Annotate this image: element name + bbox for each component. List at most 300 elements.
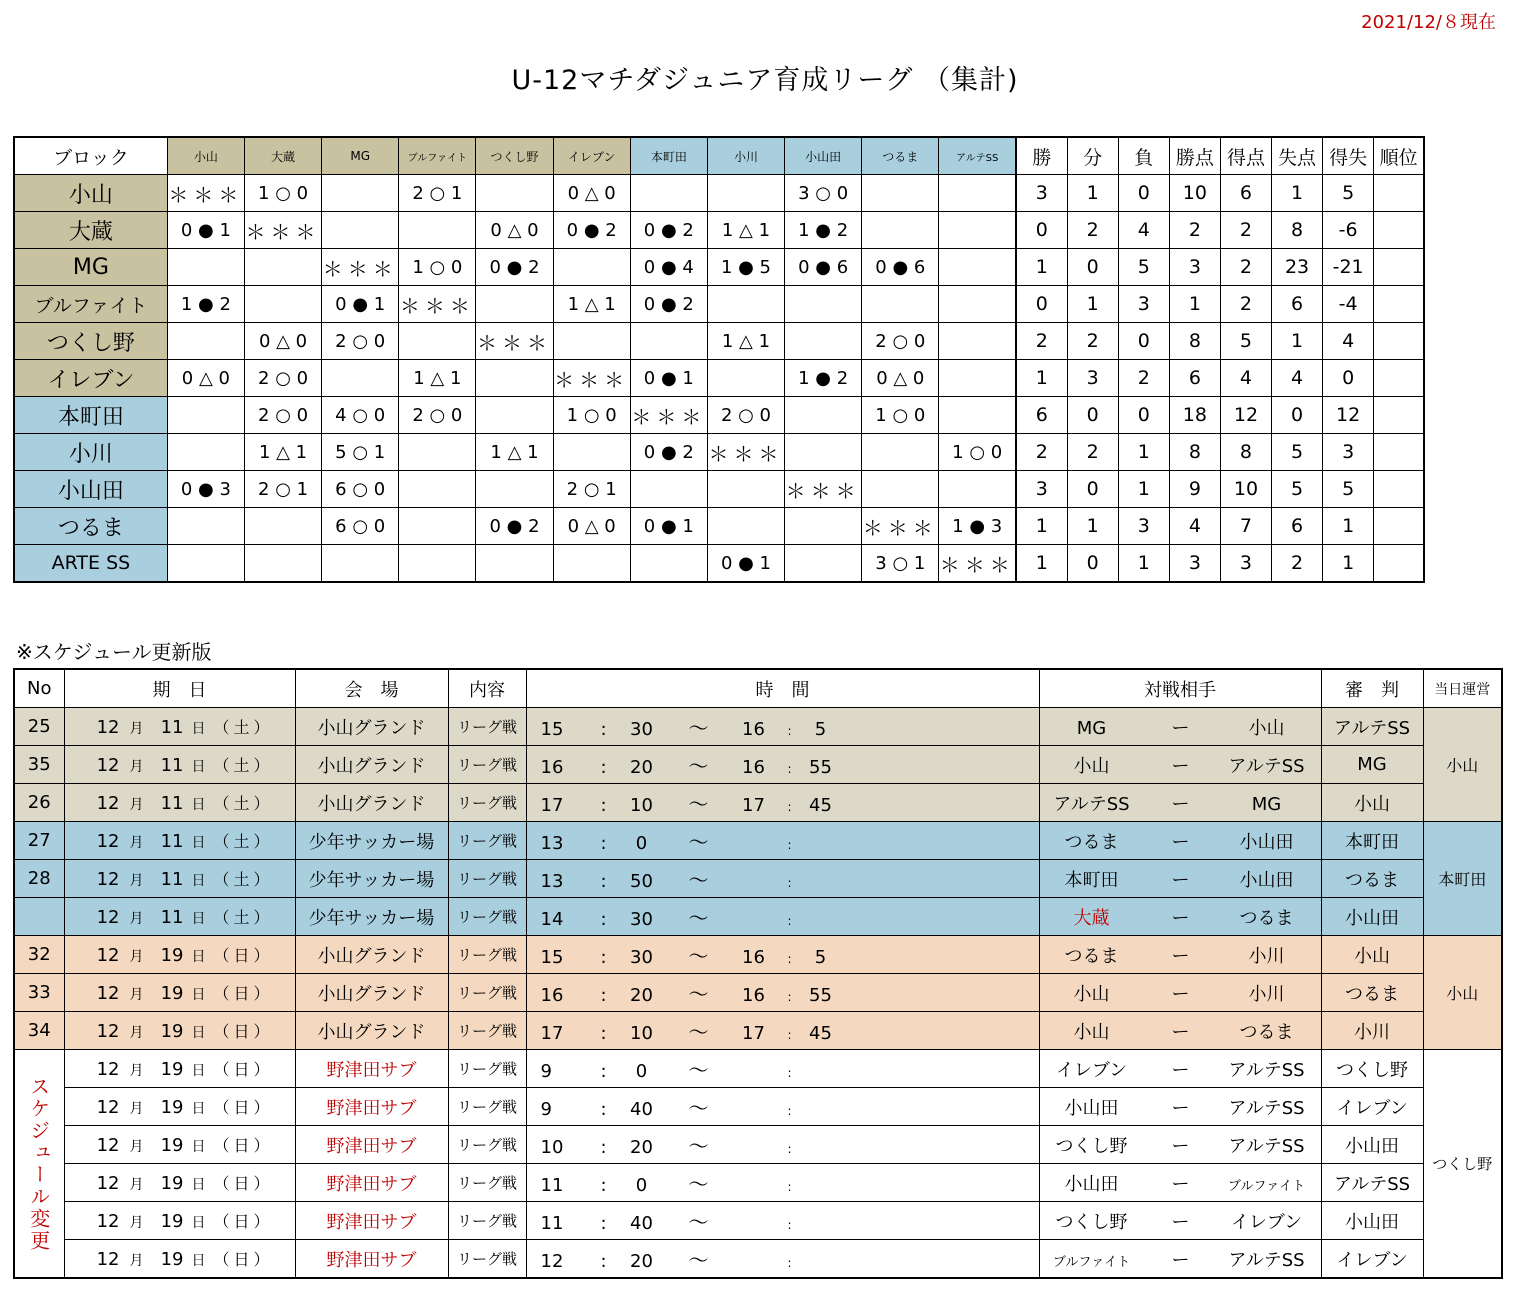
day-unit: 日 (191, 1139, 206, 1155)
match-result-cell (167, 434, 244, 471)
opponents-cell (1039, 898, 1321, 936)
day-unit: 日 (191, 797, 206, 813)
day-unit: 日 (191, 949, 206, 965)
header-referee: 審 判 (1321, 669, 1423, 708)
stat-cell: 8 (1220, 434, 1271, 471)
schedule-row (14, 1202, 1502, 1240)
weekday: （日） (213, 1022, 274, 1041)
standings-row (14, 175, 1424, 212)
time-colon: : (600, 909, 607, 930)
match-result-cell: 1 △ 1 (399, 360, 476, 397)
venue-cell: 野津田サブ (295, 1126, 448, 1164)
match-result-cell: 0 ● 1 (707, 545, 784, 583)
day: 19 (160, 1021, 184, 1042)
stat-cell: 3 (1169, 249, 1220, 286)
time-cell (526, 860, 1039, 898)
match-result-cell (399, 323, 476, 360)
day-unit: 日 (191, 1101, 206, 1117)
time-colon: : (787, 1218, 792, 1232)
match-result-cell: 6 ○ 0 (322, 471, 399, 508)
venue-cell: 野津田サブ (295, 1240, 448, 1279)
day: 19 (160, 1249, 184, 1270)
standings-row (14, 545, 1424, 583)
content-cell: リーグ戦 (448, 898, 526, 936)
match-result-cell (785, 508, 862, 545)
stat-cell: 0 (1323, 360, 1374, 397)
content-cell: リーグ戦 (448, 708, 526, 746)
match-result-cell: 1 ● 5 (707, 249, 784, 286)
match-result-cell: 1 ○ 0 (862, 397, 939, 434)
content-cell: リーグ戦 (448, 822, 526, 860)
standings-table (13, 136, 1425, 583)
weekday: （日） (213, 1174, 274, 1193)
day-unit: 日 (191, 1253, 206, 1269)
match-result-cell: 0 ● 6 (862, 249, 939, 286)
match-result-cell (939, 323, 1016, 360)
end-minute: 45 (809, 1023, 832, 1044)
match-result-cell: 2 ○ 1 (399, 175, 476, 212)
start-hour: 12 (540, 1251, 564, 1272)
match-result-cell (939, 286, 1016, 323)
stat-cell: 4 (1118, 212, 1169, 249)
match-result-cell: 1 △ 1 (244, 434, 321, 471)
row-team-name: 小山 (14, 175, 167, 212)
self-match-cell: ＊＊＊ (707, 434, 784, 471)
match-result-cell: 0 △ 0 (244, 323, 321, 360)
standings-corner: ブロック (14, 137, 167, 175)
stat-cell: 5 (1272, 434, 1323, 471)
time-cell (526, 784, 1039, 822)
match-result-cell: 0 △ 0 (167, 360, 244, 397)
start-hour: 13 (540, 833, 564, 854)
row-team-name: ブルファイト (14, 286, 167, 323)
date-cell (64, 936, 295, 974)
column-header-stat: 順位 (1374, 137, 1424, 175)
stat-cell: 12 (1220, 397, 1271, 434)
stat-cell: 18 (1169, 397, 1220, 434)
venue-cell: 少年サッカー場 (295, 822, 448, 860)
stat-cell: 2 (1016, 323, 1067, 360)
row-team-name: 大蔵 (14, 212, 167, 249)
content-cell: リーグ戦 (448, 860, 526, 898)
stat-cell: 1 (1323, 508, 1374, 545)
month: 12 (96, 831, 120, 852)
time-colon: : (600, 1099, 607, 1120)
month: 12 (96, 1059, 120, 1080)
stat-cell: 0 (1118, 175, 1169, 212)
content-cell: リーグ戦 (448, 936, 526, 974)
header-time: 時 間 (526, 669, 1039, 708)
start-minute: 20 (630, 757, 653, 778)
stat-cell: 3 (1220, 545, 1271, 583)
versus-dash: ー (1171, 831, 1190, 853)
content-cell: リーグ戦 (448, 1088, 526, 1126)
start-hour: 17 (540, 795, 564, 816)
versus-dash: ー (1171, 983, 1190, 1005)
column-header-team: 小山 (167, 137, 244, 175)
time-wave: 〜 (688, 906, 709, 930)
time-wave: 〜 (688, 1172, 709, 1196)
match-result-cell: 3 ○ 1 (862, 545, 939, 583)
stat-cell: 5 (1220, 323, 1271, 360)
stat-cell: 3 (1016, 471, 1067, 508)
month: 12 (96, 1135, 120, 1156)
column-header-stat: 得点 (1220, 137, 1271, 175)
content-cell: リーグ戦 (448, 1126, 526, 1164)
date-cell (64, 898, 295, 936)
day: 19 (160, 1097, 184, 1118)
team-b: 小川 (1248, 983, 1285, 1005)
month: 12 (96, 1097, 120, 1118)
column-header-team: イレブン (553, 137, 630, 175)
stat-cell: 7 (1220, 508, 1271, 545)
month: 12 (96, 1173, 120, 1194)
stat-cell: 0 (1067, 249, 1118, 286)
header-venue: 会 場 (295, 669, 448, 708)
opponents-cell (1039, 1050, 1321, 1088)
start-hour: 13 (540, 871, 564, 892)
stat-cell (1374, 434, 1424, 471)
row-team-name: つくし野 (14, 323, 167, 360)
date-cell (64, 1012, 295, 1050)
match-result-cell: 6 ○ 0 (322, 508, 399, 545)
stat-cell: 8 (1272, 212, 1323, 249)
match-result-cell (785, 323, 862, 360)
standings-row (14, 286, 1424, 323)
month-unit: 月 (129, 1101, 144, 1117)
opponents-cell (1039, 708, 1321, 746)
column-header-team: アルテSS (939, 137, 1016, 175)
end-minute: 5 (814, 947, 827, 968)
header-operator: 当日運営 (1423, 669, 1502, 708)
column-header-stat: 分 (1067, 137, 1118, 175)
time-colon: : (787, 1180, 792, 1194)
date-cell (64, 1164, 295, 1202)
team-b: MG (1251, 793, 1282, 815)
stat-cell: 2 (1067, 323, 1118, 360)
stat-cell: 1 (1272, 323, 1323, 360)
versus-dash: ー (1171, 793, 1190, 815)
team-a: つくし野 (1055, 1135, 1128, 1157)
opponents-cell (1039, 1202, 1321, 1240)
schedule-row (14, 784, 1502, 822)
match-result-cell: 0 ● 3 (167, 471, 244, 508)
match-result-cell (244, 508, 321, 545)
match-result-cell (630, 323, 707, 360)
match-result-cell (785, 286, 862, 323)
team-b: アルテSS (1228, 1135, 1305, 1157)
start-minute: 10 (630, 1023, 653, 1044)
schedule-row (14, 1126, 1502, 1164)
stat-cell: 5 (1323, 471, 1374, 508)
day-unit: 日 (191, 759, 206, 775)
match-result-cell: 3 ○ 0 (785, 175, 862, 212)
time-colon: : (600, 1137, 607, 1158)
team-a: イレブン (1055, 1059, 1128, 1081)
column-header-team: つるま (862, 137, 939, 175)
start-hour: 11 (540, 1213, 564, 1234)
start-minute: 20 (630, 1137, 653, 1158)
match-result-cell: 0 ● 1 (167, 212, 244, 249)
month-unit: 月 (129, 1215, 144, 1231)
referee-cell: つるま (1321, 860, 1423, 898)
match-result-cell: 0 ● 2 (553, 212, 630, 249)
start-hour: 16 (540, 985, 564, 1006)
month: 12 (96, 1021, 120, 1042)
day-unit: 日 (191, 873, 206, 889)
team-b: ブルファイト (1227, 1178, 1306, 1194)
weekday: （日） (213, 1060, 274, 1079)
team-a: 小山 (1073, 983, 1110, 1005)
month-unit: 月 (129, 1253, 144, 1269)
stat-cell: 1 (1016, 249, 1067, 286)
row-number: 25 (14, 708, 64, 746)
team-a: 小山田 (1064, 1173, 1119, 1195)
match-result-cell: 1 ○ 0 (244, 175, 321, 212)
stat-cell: 1 (1067, 175, 1118, 212)
versus-dash: ー (1171, 1097, 1190, 1119)
content-cell: リーグ戦 (448, 746, 526, 784)
match-result-cell (939, 397, 1016, 434)
stat-cell: 6 (1272, 508, 1323, 545)
self-match-cell: ＊＊＊ (244, 212, 321, 249)
time-colon: : (787, 876, 792, 890)
versus-dash: ー (1171, 945, 1190, 967)
stat-cell: 0 (1118, 397, 1169, 434)
match-result-cell: 0 ● 1 (630, 508, 707, 545)
match-result-cell: 0 △ 0 (553, 508, 630, 545)
weekday: （日） (213, 1098, 274, 1117)
day: 11 (160, 793, 184, 814)
column-header-team: 小川 (707, 137, 784, 175)
match-result-cell (476, 471, 553, 508)
stat-cell (1374, 397, 1424, 434)
venue-cell: 小山グランド (295, 708, 448, 746)
stat-cell (1374, 212, 1424, 249)
row-number: 26 (14, 784, 64, 822)
stat-cell: 1 (1016, 360, 1067, 397)
time-wave: 〜 (688, 1134, 709, 1158)
team-a: 大蔵 (1073, 907, 1110, 929)
stat-cell: 2 (1118, 360, 1169, 397)
end-minute: 5 (814, 719, 827, 740)
day-unit: 日 (191, 987, 206, 1003)
versus-dash: ー (1171, 1249, 1190, 1271)
weekday: （土） (213, 832, 274, 851)
stat-cell: 9 (1169, 471, 1220, 508)
stat-cell (1374, 249, 1424, 286)
match-result-cell (476, 175, 553, 212)
versus-dash: ー (1171, 717, 1190, 739)
day: 19 (160, 945, 184, 966)
month-unit: 月 (129, 873, 144, 889)
time-wave: 〜 (688, 716, 709, 740)
match-result-cell (399, 434, 476, 471)
team-a: MG (1076, 717, 1107, 739)
match-result-cell (244, 249, 321, 286)
match-result-cell (322, 175, 399, 212)
team-a: 小山 (1073, 1021, 1110, 1043)
stat-cell (1374, 471, 1424, 508)
start-hour: 11 (540, 1175, 564, 1196)
stat-cell: 5 (1323, 175, 1374, 212)
row-team-name: 本町田 (14, 397, 167, 434)
team-b: 小山田 (1239, 869, 1294, 891)
date-cell (64, 860, 295, 898)
time-cell (526, 1050, 1039, 1088)
weekday: （土） (213, 756, 274, 775)
stat-cell: 4 (1169, 508, 1220, 545)
as-of-date: 2021/12/８現在 (1361, 12, 1496, 33)
stat-cell: 5 (1118, 249, 1169, 286)
time-cell (526, 974, 1039, 1012)
time-cell (526, 1126, 1039, 1164)
row-number (14, 898, 64, 936)
end-minute: 45 (809, 795, 832, 816)
time-wave: 〜 (688, 1210, 709, 1234)
day: 19 (160, 1211, 184, 1232)
month: 12 (96, 983, 120, 1004)
match-result-cell (862, 212, 939, 249)
match-result-cell: 2 ○ 0 (399, 397, 476, 434)
schedule-change-label-cell (14, 1050, 64, 1279)
match-result-cell (939, 360, 1016, 397)
column-header-team: ブルファイト (399, 137, 476, 175)
opponents-cell (1039, 784, 1321, 822)
team-b: 小川 (1248, 945, 1285, 967)
venue-cell: 小山グランド (295, 746, 448, 784)
self-match-cell: ＊＊＊ (476, 323, 553, 360)
stat-cell: 8 (1169, 323, 1220, 360)
referee-cell: つるま (1321, 974, 1423, 1012)
time-wave: 〜 (688, 868, 709, 892)
start-hour: 15 (540, 719, 564, 740)
self-match-cell: ＊＊＊ (939, 545, 1016, 583)
time-wave: 〜 (688, 1096, 709, 1120)
month-unit: 月 (129, 1025, 144, 1041)
match-result-cell: 0 ● 1 (322, 286, 399, 323)
match-result-cell (707, 360, 784, 397)
time-wave: 〜 (688, 944, 709, 968)
weekday: （土） (213, 870, 274, 889)
schedule-row (14, 1012, 1502, 1050)
time-colon: : (600, 795, 607, 816)
start-minute: 0 (635, 1061, 648, 1082)
column-header-stat: 得失 (1323, 137, 1374, 175)
schedule-row (14, 1164, 1502, 1202)
team-a: 本町田 (1064, 869, 1119, 891)
row-number: 32 (14, 936, 64, 974)
match-result-cell: 0 ● 2 (630, 212, 707, 249)
date-cell (64, 1126, 295, 1164)
opponents-cell (1039, 746, 1321, 784)
match-result-cell: 0 △ 0 (862, 360, 939, 397)
time-cell (526, 1012, 1039, 1050)
stat-cell: 1 (1067, 286, 1118, 323)
match-result-cell: 2 ○ 0 (244, 397, 321, 434)
schedule-row (14, 898, 1502, 936)
day-unit: 日 (191, 835, 206, 851)
end-hour: 16 (742, 719, 765, 740)
day: 11 (160, 907, 184, 928)
stat-cell: 1 (1272, 175, 1323, 212)
end-hour: 17 (742, 1023, 765, 1044)
stat-cell: 4 (1272, 360, 1323, 397)
content-cell: リーグ戦 (448, 1240, 526, 1279)
time-wave: 〜 (688, 830, 709, 854)
match-result-cell (476, 397, 553, 434)
stat-cell: 12 (1323, 397, 1374, 434)
standings-row (14, 508, 1424, 545)
weekday: （日） (213, 1250, 274, 1269)
schedule-row (14, 822, 1502, 860)
stat-cell: 10 (1169, 175, 1220, 212)
row-team-name: 小川 (14, 434, 167, 471)
stat-cell: 0 (1067, 471, 1118, 508)
schedule-row (14, 708, 1502, 746)
stat-cell: 2 (1272, 545, 1323, 583)
start-minute: 40 (630, 1099, 653, 1120)
end-minute: 55 (809, 757, 832, 778)
month: 12 (96, 717, 120, 738)
match-result-cell: 0 ● 4 (630, 249, 707, 286)
match-result-cell (167, 397, 244, 434)
month-unit: 月 (129, 1177, 144, 1193)
match-result-cell: 0 ● 2 (476, 249, 553, 286)
row-number: 27 (14, 822, 64, 860)
row-team-name: MG (14, 249, 167, 286)
stat-cell: 2 (1067, 212, 1118, 249)
stat-cell: 1 (1016, 508, 1067, 545)
time-wave: 〜 (688, 754, 709, 778)
weekday: （日） (213, 1212, 274, 1231)
time-cell (526, 1164, 1039, 1202)
match-result-cell (476, 286, 553, 323)
stat-cell: 0 (1016, 212, 1067, 249)
versus-dash: ー (1171, 755, 1190, 777)
match-result-cell: 1 ○ 0 (553, 397, 630, 434)
time-colon: : (787, 1066, 792, 1080)
date-cell (64, 746, 295, 784)
match-result-cell (553, 434, 630, 471)
day-unit: 日 (191, 1177, 206, 1193)
versus-dash: ー (1171, 869, 1190, 891)
weekday: （土） (213, 908, 274, 927)
match-result-cell: 2 ○ 1 (553, 471, 630, 508)
stat-cell (1374, 360, 1424, 397)
stat-cell: 6 (1220, 175, 1271, 212)
time-colon: : (787, 838, 792, 852)
opponents-cell (1039, 860, 1321, 898)
time-cell (526, 1088, 1039, 1126)
month-unit: 月 (129, 987, 144, 1003)
time-wave: 〜 (688, 1020, 709, 1044)
header-date: 期 日 (64, 669, 295, 708)
venue-cell: 小山グランド (295, 974, 448, 1012)
time-colon: : (787, 800, 792, 814)
column-header-team: MG (322, 137, 399, 175)
referee-cell: 本町田 (1321, 822, 1423, 860)
match-result-cell (322, 545, 399, 583)
day-unit: 日 (191, 1025, 206, 1041)
match-result-cell (630, 471, 707, 508)
start-hour: 10 (540, 1137, 564, 1158)
start-minute: 10 (630, 795, 653, 816)
stat-cell: 23 (1272, 249, 1323, 286)
schedule-row (14, 974, 1502, 1012)
stat-cell: 1 (1169, 286, 1220, 323)
time-cell (526, 708, 1039, 746)
